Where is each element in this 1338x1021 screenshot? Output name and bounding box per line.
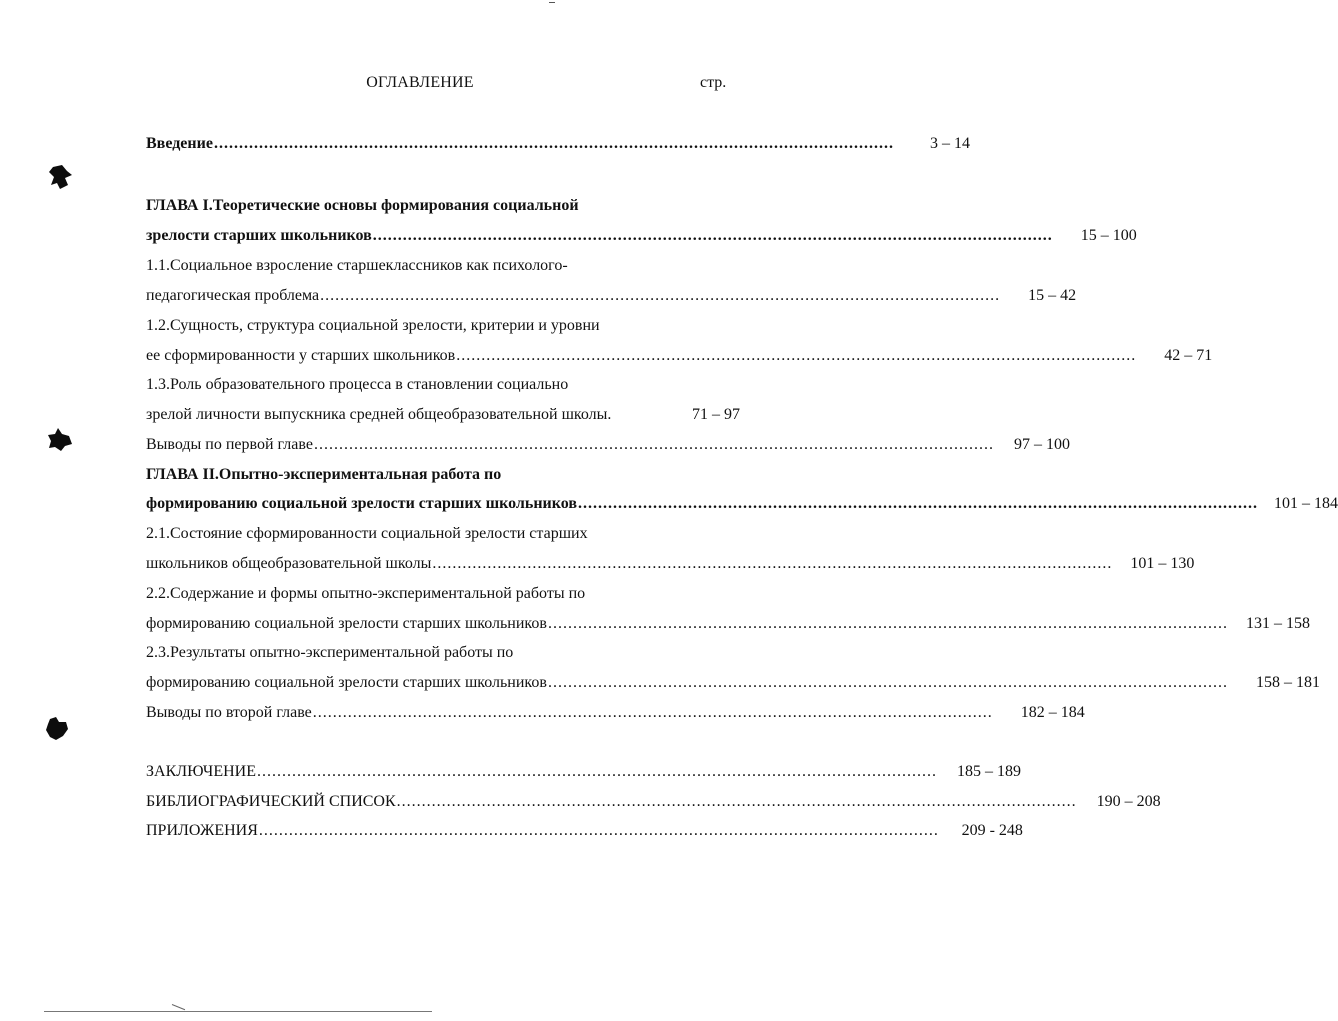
toc-entry-label: БИБЛИОГРАФИЧЕСКИЙ СПИСОК [146,793,396,810]
toc-entry-pages: 209 - 248 [961,822,1023,839]
toc-entry-section-2-2[interactable] [146,614,1310,634]
toc-entry-section-1-1[interactable] [146,286,1077,306]
toc-entry-bibliography[interactable] [146,792,1161,812]
leader-dots: ........................................................................................................................................ [312,704,993,721]
toc-section-1-2-line1[interactable]: 1.2.Сущность, структура социальной зрелости, критерии и уровни [146,317,600,334]
leader-dots: ........................................................................................................................................ [547,674,1228,691]
toc-entry-pages: 15 – 100 [1080,227,1137,244]
leader-dots: ........................................................................................................................................ [547,615,1228,632]
toc-entry-pages: 101 – 130 [1130,555,1195,572]
toc-entry-pages: 97 – 100 [1013,436,1070,453]
toc-entry-pages: 3 – 14 [929,135,970,152]
toc-section-2-3-line1[interactable]: 2.3.Результаты опытно-экспериментальной работы по [146,644,514,661]
leader-dots: ........................................................................................................................................ [213,135,894,152]
toc-entry-pages: 15 – 42 [1028,287,1077,304]
toc-entry-label: формированию социальной зрелости старших школьников [146,615,547,632]
toc-entry-label: педагогическая проблема [146,287,320,304]
toc-entry-label: Выводы по первой главе [146,436,313,453]
toc-entry-label: ПРИЛОЖЕНИЯ [146,822,258,839]
toc-section-1-3-line1[interactable]: 1.3.Роль образовательного процесса в становлении социально [146,376,569,393]
toc-entry-pages: 42 – 71 [1164,347,1213,364]
toc-entry-appendix[interactable] [146,821,1023,841]
toc-entry-pages: 158 – 181 [1255,674,1320,691]
toc-entry-chapter1[interactable] [146,226,1137,246]
toc-entry-conclusion-2[interactable] [146,703,1085,723]
scan-artifact-line [44,1011,432,1012]
toc-entry-label: Введение [146,135,213,152]
toc-entry-section-2-3[interactable] [146,673,1320,693]
leader-dots: ........................................................................................................................................ [432,555,1113,572]
leader-dots: ........................................................................................................................................ [372,227,1053,244]
toc-section-2-2-line1[interactable]: 2.2.Содержание и формы опытно-экспериментальной работы по [146,585,586,602]
toc-entry-label: школьников общеобразовательной школы [146,555,432,572]
leader-dots: ........................................................................................................................................ [256,763,937,780]
toc-entry-final[interactable] [146,762,1021,782]
toc-entry-pages: 182 – 184 [1020,704,1085,721]
toc-entry-section-1-3[interactable] [146,405,740,425]
leader-dots: ........................................................................................................................................ [320,287,1001,304]
toc-entry-label: ЗАКЛЮЧЕНИЕ [146,763,256,780]
binder-hole-blot-icon [44,716,70,742]
binder-hole-blot-icon [47,427,73,453]
toc-entry-label: Выводы по второй главе [146,704,312,721]
toc-entry-pages: 101 – 184 [1274,495,1338,512]
toc-entry-pages: 131 – 158 [1245,615,1310,632]
toc-entry-label: ее сформированности у старших школьников [146,347,456,364]
scan-artifact-dash [549,2,555,3]
toc-entry-section-2-1[interactable] [146,554,1195,574]
toc-entry-label: формированию социальной зрелости старших школьников [146,674,547,691]
toc-section-1-1-line1[interactable]: 1.1.Социальное взросление старшеклассников как психолого- [146,257,568,274]
toc-entry-label: зрелости старших школьников [146,227,372,244]
toc-entry-label: зрелой личности выпускника средней общеобразовательной школы. [146,406,612,423]
toc-entry-label: формированию социальной зрелости старших школьников [146,495,577,512]
page-column-label: стр. [700,74,727,91]
toc-entry-section-1-2[interactable] [146,346,1213,366]
leader-dots: ........................................................................................................................................ [258,822,939,839]
leader-dots: ........................................................................................................................................ [456,347,1137,364]
binder-hole-blot-icon [48,163,74,191]
toc-chapter2-title-line1[interactable]: ГЛАВА II.Опытно-экспериментальная работа по [146,466,502,483]
leader-dots: ........................................................................................................................................ [396,793,1077,810]
scan-artifact-tick [172,1004,185,1010]
toc-entry-pages: 190 – 208 [1096,793,1161,810]
toc-entry-intro[interactable] [146,134,970,154]
toc-entry-conclusion-1[interactable] [146,435,1070,455]
page-title: ОГЛАВЛЕНИЕ [366,74,474,91]
leader-dots: ........................................................................................................................................ [578,495,1258,512]
toc-entry-pages: 185 – 189 [956,763,1021,780]
toc-chapter1-title-line1[interactable]: ГЛАВА I.Теоретические основы формирования социальной [146,197,579,214]
toc-entry-pages: 71 – 97 [692,406,740,423]
toc-entry-chapter2[interactable] [146,494,1338,514]
toc-section-2-1-line1[interactable]: 2.1.Состояние сформированности социальной зрелости старших [146,525,588,542]
leader-dots: ........................................................................................................................................ [313,436,994,453]
